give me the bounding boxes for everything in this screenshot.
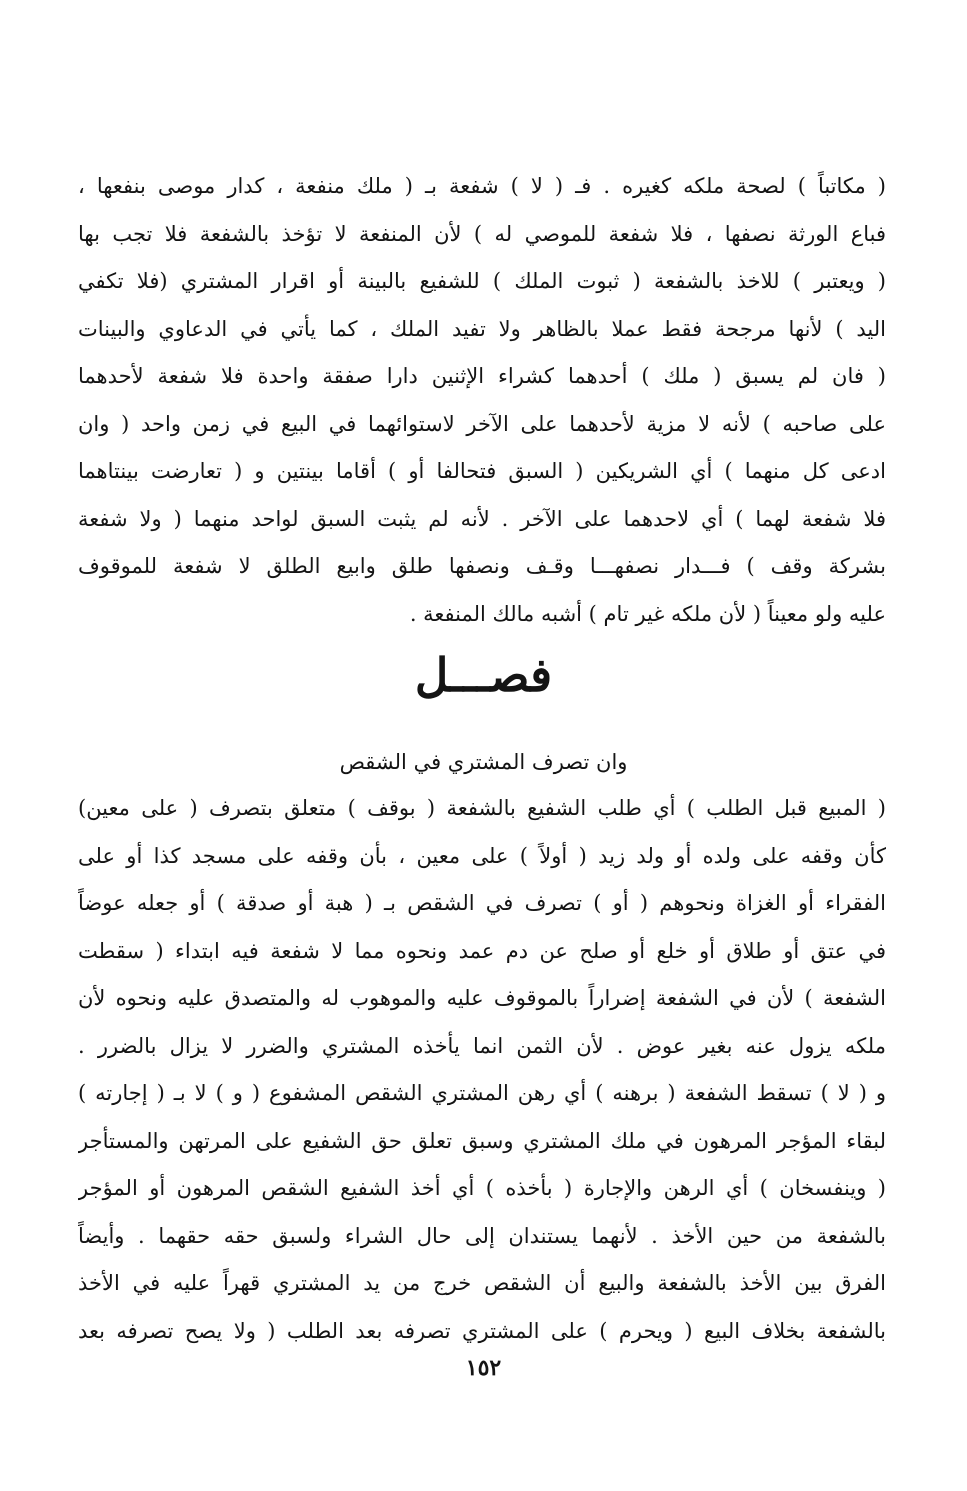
text-line: ( المبيع قبل الطلب ) أي طلب الشفيع بالشفعة ( بوقف ) متعلق بتصرف ( على معين) [78, 796, 886, 820]
text-line: الفقراء أو الغزاة ونحوهم ( أو ) تصرف في الشقص بـ ( هبة أو صدقة ) أو جعله عوضاً [78, 891, 886, 915]
text-line: و ( لا ) تسقط الشفعة ( برهنه ) أي رهن المشتري الشقص المشفوع ( و ) لا بـ ( إجارته ) [78, 1081, 886, 1105]
paragraph-1 [78, 163, 886, 638]
paragraph-2 [78, 785, 886, 1355]
text-line: كأن وقفه على ولده أو ولد زيد ( أولاً ) على معين ، بأن وقفه على مسجد كذا أو على [78, 843, 886, 868]
text-line: الشفعة ) لأن في الشفعة إضراراً بالموقوف عليه والموهوب له والمتصدق عليه ونحوه لأن [78, 986, 886, 1010]
text-line: ادعى كل منهما ) أي الشريكين ( السبق فتحالفا أو ) أقاما بينتين و ( تعارضت بينتاهما [78, 459, 886, 483]
text-line: عليه ولو معيناً ( لأن ملكه غير تام ) أشبه مالك المنفعة . [409, 601, 886, 626]
text-line: ( وينفسخان ) أي الرهن والإجارة ( بأخذه ) أي أخذ الشفيع الشقص المرهون أو المؤجر [78, 1176, 886, 1200]
text-line: ( ويعتبر ) للاخذ بالشفعة ( ثبوت الملك ) للشفيع بالبينة أو اقرار المشتري (فلا تكفي [78, 269, 886, 293]
text-line: فلا شفعة لهما ) أي لاحدهما على الآخر . لأنه لم يثبت السبق لواحد منهما ( ولا شفعة [78, 506, 886, 531]
text-line: اليد ) لأنها مرجحة فقط عملا بالظاهر ولا تفيد الملك ، كما يأتي في الدعاوي والبينات [78, 316, 886, 341]
text-line: فباع الورثة نصفها ، فلا شفعة للموصي له ) لأن المنفعة لا تؤخذ بالشفعة فلا تجب بها [78, 221, 886, 246]
text-line: الفرق بين الأخذ بالشفعة والبيع أن الشقص خرج من يد المشتري قهراً عليه في الأخذ [78, 1271, 886, 1295]
section-subheading: وان تصرف المشتري في الشقص [339, 750, 628, 774]
text-line: بشركة وقف ) فـــدار نصفهـــا وقـف ونصفها طلق وابيع الطلق لا شفعة للموقوف [78, 554, 886, 578]
page-number: ١٥٢ [465, 1355, 502, 1381]
text-line: ( مكاتباً ) لصحة ملكه كغيره . فـ ( لا ) شفعة بـ ( ملك منفعة ، كدار موصى بنفعها ، [78, 174, 886, 198]
text-line: بالشفعة بخلاف البيع ( ويحرم ) على المشتري تصرفه بعد الطلب ( ولا يصح تصرفه بعد [78, 1318, 886, 1343]
text-line: في عتق أو طلاق أو خلع أو صلح عن دم عمد ونحوه مما لا شفعة فيه ابتداء ( سقطت [78, 938, 886, 963]
text-line: لبقاء المؤجر المرهون في ملك المشتري وسبق تعلق حق الشفيع على المرتهن والمستأجر [78, 1128, 886, 1153]
text-line: ملكه يزول عنه بغير عوض . لأن الثمن انما يأخذه المشتري والضرر لا يزال بالضرر . [78, 1033, 886, 1058]
text-line: بالشفعة من حين الأخذ . لأنهما يستندان إلى حال الشراء ولسبق حقه حقهما . وأيضاً [78, 1223, 886, 1248]
text-line: ( فان لم يسبق ( ملك ) أحدهما كشراء الإثنين دارا صفقة واحدة فلا شفعة لأحدهما [78, 364, 886, 388]
section-heading: فصـــل [414, 648, 553, 702]
text-line: على صاحبه ) لأنه لا مزية لأحدهما على الآخر لاستوائهما في البيع في زمن واحد ( وان [78, 411, 886, 436]
